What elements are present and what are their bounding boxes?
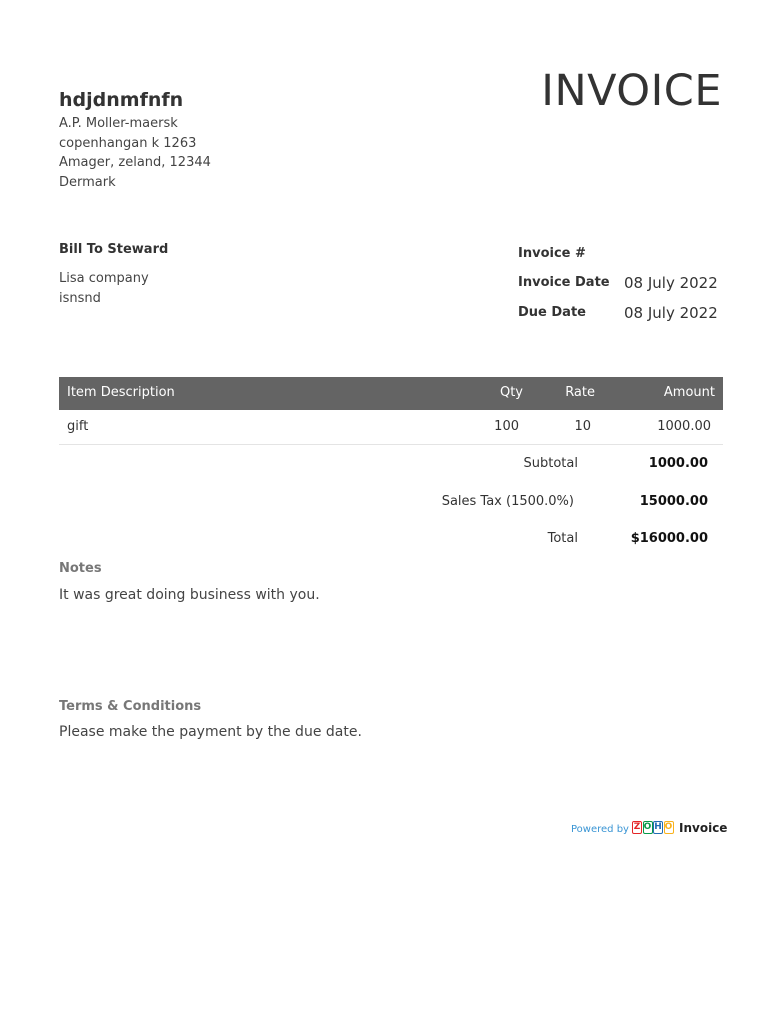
row-description: gift bbox=[67, 419, 89, 434]
header-amount: Amount bbox=[663, 385, 715, 400]
invoice-number-label: Invoice # bbox=[518, 246, 586, 261]
invoice-title: INVOICE bbox=[541, 66, 722, 116]
zoho-letter: H bbox=[654, 822, 662, 832]
due-date-value: 08 July 2022 bbox=[624, 304, 718, 322]
company-name: hdjdnmfnfn bbox=[59, 89, 184, 111]
bill-to-line: Lisa company bbox=[59, 271, 149, 286]
terms-text: Please make the payment by the due date. bbox=[59, 724, 362, 740]
bill-to-label: Bill To Steward bbox=[59, 242, 169, 257]
notes-label: Notes bbox=[59, 561, 102, 576]
due-date-label: Due Date bbox=[518, 305, 586, 320]
items-table-header bbox=[59, 377, 723, 410]
row-amount: 1000.00 bbox=[657, 419, 711, 434]
company-address-line: Dermark bbox=[59, 175, 116, 190]
bill-to-line: isnsnd bbox=[59, 291, 101, 306]
header-description: Item Description bbox=[67, 385, 175, 400]
zoho-logo bbox=[632, 821, 674, 835]
subtotal-label: Subtotal bbox=[523, 456, 578, 471]
powered-by-text: Powered by bbox=[571, 824, 629, 835]
invoice-date-label: Invoice Date bbox=[518, 275, 610, 290]
header-qty: Qty bbox=[499, 385, 523, 400]
company-address-line: A.P. Moller-maersk bbox=[59, 116, 178, 131]
zoho-letter: Z bbox=[633, 822, 641, 832]
table-row bbox=[59, 410, 723, 445]
zoho-letter: O bbox=[643, 822, 652, 832]
tax-label: Sales Tax (1500.0%) bbox=[441, 494, 574, 509]
company-address-line: Amager, zeland, 12344 bbox=[59, 155, 211, 170]
company-address-line: copenhangan k 1263 bbox=[59, 136, 197, 151]
invoice-brand: Invoice bbox=[679, 821, 728, 835]
zoho-letter: O bbox=[664, 822, 673, 832]
row-qty: 100 bbox=[494, 419, 519, 434]
invoice-date-value: 08 July 2022 bbox=[624, 274, 718, 292]
header-rate: Rate bbox=[565, 385, 595, 400]
notes-text: It was great doing business with you. bbox=[59, 587, 320, 603]
subtotal-value: 1000.00 bbox=[648, 456, 708, 471]
row-rate: 10 bbox=[574, 419, 591, 434]
terms-label: Terms & Conditions bbox=[59, 699, 202, 714]
total-label: Total bbox=[547, 531, 578, 546]
total-value: $16000.00 bbox=[630, 531, 708, 546]
tax-value: 15000.00 bbox=[639, 494, 708, 509]
